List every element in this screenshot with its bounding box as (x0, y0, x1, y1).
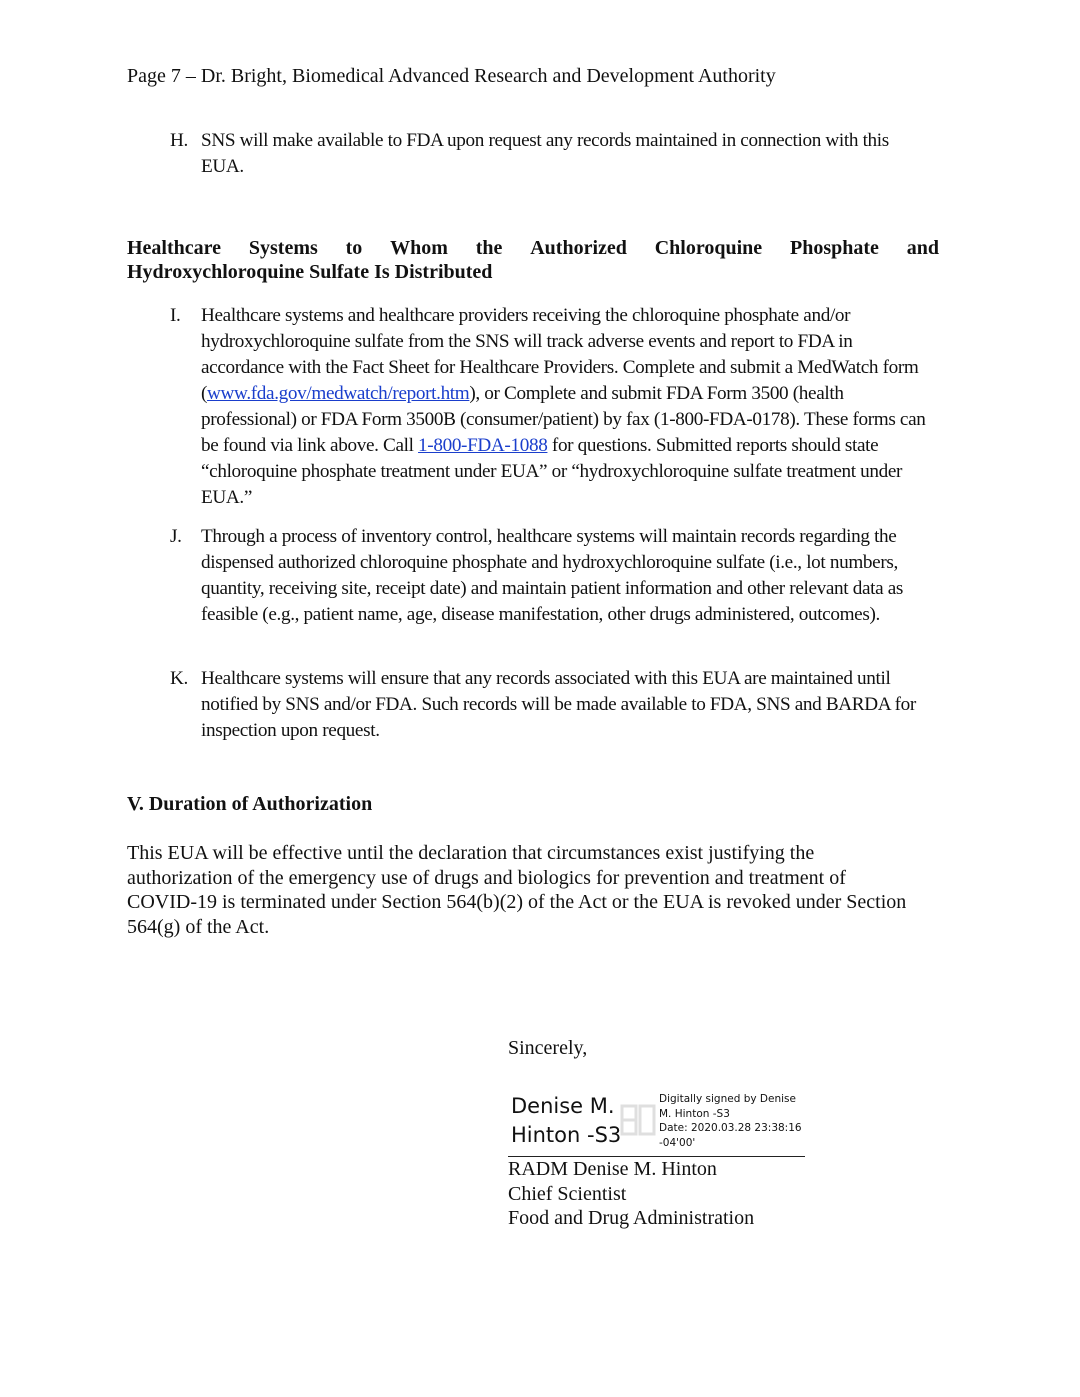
heading-word: Systems (248, 237, 318, 259)
section-heading-line1 (127, 236, 939, 260)
heading-word: the (475, 237, 503, 259)
heading-word: and (906, 237, 939, 259)
list-item-i (170, 303, 935, 511)
list-item-label: H. (170, 130, 188, 151)
heading-word: Chloroquine (654, 237, 763, 259)
signer-block (508, 1157, 754, 1231)
list-item-k (170, 666, 935, 744)
page-header: Page 7 – Dr. Bright, Biomedical Advanced Research and Development Authority (127, 65, 776, 87)
hyperlink[interactable]: 1-800-FDA-1088 (418, 435, 548, 456)
list-item-text: Through a process of inventory control, healthcare systems will maintain records regarding the dispensed authorized chloroquine phosphate and hydroxychloroquine sulfate (i.e., lot numbers, quantity, receiving site, receipt date) and maintain patient information and other relevant data as feasible (e.g., patient name, age, disease manifestation, other drugs administered, outcomes). (201, 526, 904, 625)
section-heading-healthcare-systems (127, 236, 939, 284)
signer-organization: Food and Drug Administration (508, 1207, 755, 1229)
list-item-label: I. (170, 305, 181, 326)
heading-word: to (345, 237, 363, 259)
signature-name: Denise M. Hinton -S3 (511, 1094, 622, 1147)
signer-title: Chief Scientist (508, 1182, 627, 1205)
signer-name: RADM Denise M. Hinton (508, 1158, 717, 1180)
heading-word: Whom (390, 237, 448, 259)
section-heading-duration: V. Duration of Authorization (127, 793, 373, 815)
list-item-label: K. (170, 668, 188, 689)
signature-details: Digitally signed by Denise M. Hinton -S3 Date: 2020.03.28 23:38:16 -04'00' (659, 1093, 802, 1149)
list-item-text: SNS will make available to FDA upon request any records maintained in connection with this EUA. (201, 130, 889, 177)
duration-paragraph: This EUA will be effective until the declaration that circumstances exist justifying the authorization of the emergency use of drugs and biologics for prevention and treatment of COVID-19 is terminated under Section 564(b)(2) of the Act or the EUA is revoked under Section 564(g) of the Act. (127, 842, 907, 938)
pdf-signature-logo-icon (620, 1102, 660, 1138)
heading-word: Phosphate (790, 237, 879, 259)
section-heading-line2: Hydroxychloroquine Sulfate Is Distributed (127, 261, 493, 283)
heading-word: Authorized (530, 237, 627, 259)
list-item-label: J. (170, 526, 182, 547)
closing-salutation: Sincerely, (508, 1037, 588, 1059)
digital-signature (508, 1088, 805, 1157)
list-item-h (170, 128, 935, 180)
hyperlink[interactable]: www.fda.gov/medwatch/report.htm (207, 383, 470, 404)
list-item-text: Healthcare systems will ensure that any records associated with this EUA are maintained until notified by SNS and/or FDA. Such records will be made available to FDA, SNS and BARDA for inspection upon request. (201, 668, 916, 741)
list-item-text: Healthcare systems and healthcare providers receiving the chloroquine phosphate and/or hydroxychloroquine sulfate from the SNS will track adverse events and report to FDA in accordance with the Fact Sheet for Healthcare Providers. Complete and submit a MedWatch form (www.fda.gov/medwatch/report.htm), or Complete and submit FDA Form 3500 (health professional) or FDA Form 3500B (consumer/patient) by fax (1-800-FDA-0178). These forms can be found via link above. Call 1-800-FDA-1088 for questions. Submitted reports should state “chloroquine phosphate treatment under EUA” or “hydroxychloroquine sulfate treatment under EUA.” (201, 305, 926, 508)
list-item-j (170, 524, 935, 628)
heading-word: Healthcare (127, 237, 222, 259)
